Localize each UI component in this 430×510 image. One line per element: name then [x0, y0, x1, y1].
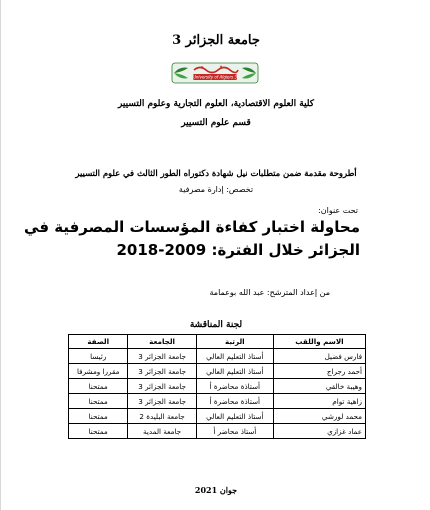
- jury-heading: لجنة المناقشة: [189, 320, 243, 330]
- member-university: جامعة الجزائر 3: [128, 394, 196, 409]
- member-rank: أستاذة محاضرة أ: [196, 394, 273, 409]
- member-name: أحمد رجراج: [273, 364, 365, 379]
- university-name: جامعة الجزائر 3: [172, 33, 260, 48]
- defense-date: جوان 2021: [194, 485, 238, 495]
- candidate-name: من إعداد المترشح: عبد الله بوعمامة: [209, 288, 330, 297]
- thesis-statement: أطروحة مقدمة ضمن متطلبات نيل شهادة دكتوراه الطور الثالث في علوم التسيير: [75, 168, 357, 178]
- table-row: [69, 394, 366, 409]
- member-rank: أستاذ محاضر أ: [196, 424, 273, 439]
- jury-header-row: [69, 335, 366, 349]
- table-row: [69, 364, 366, 379]
- table-row: [69, 379, 366, 394]
- thesis-title-line-2: الجزائر خلال الفترة: 2009-2018: [116, 241, 360, 259]
- logo-text: University of Algiers 3: [192, 74, 238, 80]
- member-role: ممتحنا: [69, 379, 128, 394]
- member-name: زاهية توام: [273, 394, 365, 409]
- under-title-label: تحت عنوان:: [318, 206, 358, 215]
- member-rank: أستاذة محاضرة أ: [196, 379, 273, 394]
- member-rank: أستاذ التعليم العالي: [196, 409, 273, 424]
- table-row: [69, 349, 366, 364]
- department-name: قسم علوم التسيير: [181, 118, 251, 128]
- header-name: الاسم واللقب: [273, 335, 365, 349]
- speciality: تخصص: إدارة مصرفية: [178, 185, 254, 194]
- member-role: ممتحنا: [69, 394, 128, 409]
- university-logo: [166, 58, 264, 88]
- member-university: جامعة المدية: [128, 424, 196, 439]
- header-role: الصفة: [69, 335, 128, 349]
- member-role: رئيسا: [69, 349, 128, 364]
- table-row: [69, 424, 366, 439]
- member-university: جامعة الجزائر 3: [128, 379, 196, 394]
- jury-table: [68, 334, 366, 439]
- member-university: جامعة الجزائر 3: [128, 364, 196, 379]
- header-university: الجامعة: [128, 335, 196, 349]
- faculty-name: كلية العلوم الاقتصادية، العلوم التجارية وعلوم التسيير: [117, 99, 315, 109]
- member-role: ممتحنا: [69, 409, 128, 424]
- member-rank: أستاذ التعليم العالي: [196, 349, 273, 364]
- member-university: جامعة الجزائر 3: [128, 349, 196, 364]
- member-name: فارس فضيل: [273, 349, 365, 364]
- member-role: مقررا ومشرفا: [69, 364, 128, 379]
- member-role: ممتحنا: [69, 424, 128, 439]
- member-name: عماد غزازي: [273, 424, 365, 439]
- table-row: [69, 409, 366, 424]
- member-rank: أستاذ التعليم العالي: [196, 364, 273, 379]
- header-rank: الرتبة: [196, 335, 273, 349]
- thesis-title-line-1: محاولة اختبار كفاءة المؤسسات المصرفية في: [24, 218, 360, 236]
- member-name: محمد لورشي: [273, 409, 365, 424]
- member-name: وهيبة خالقي: [273, 379, 365, 394]
- member-university: جامعة البليدة 2: [128, 409, 196, 424]
